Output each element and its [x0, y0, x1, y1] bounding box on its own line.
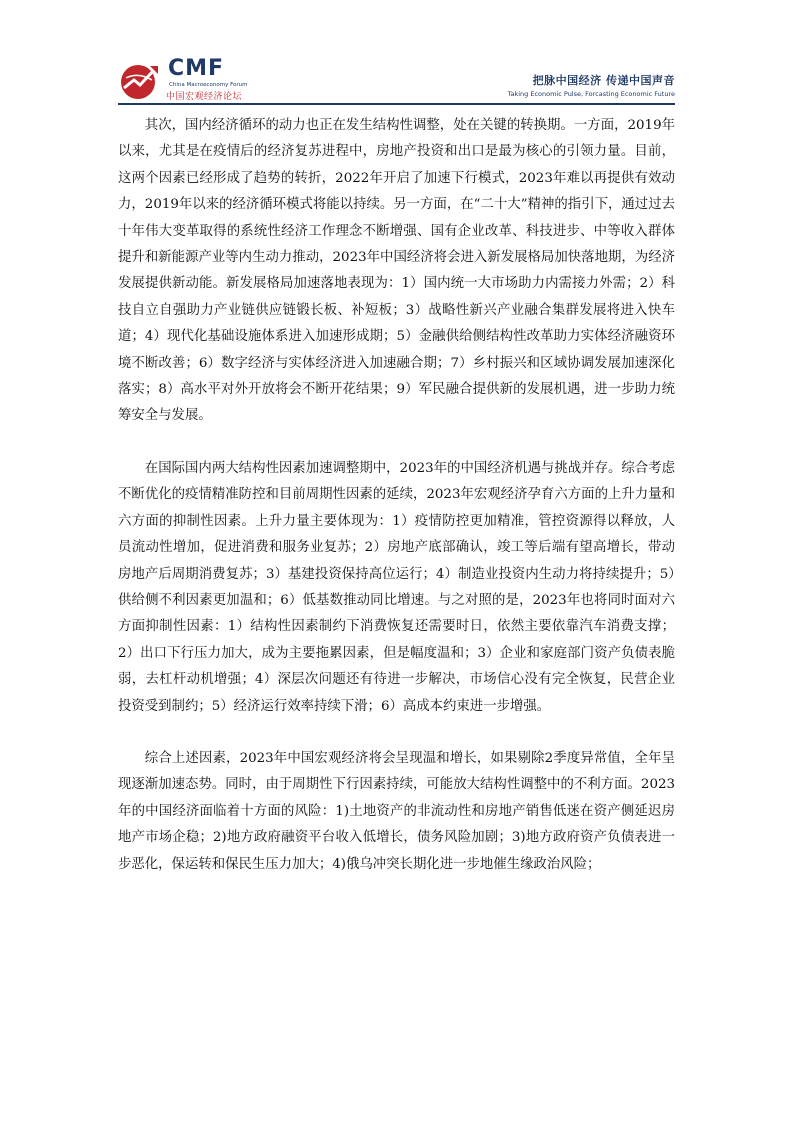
logo-text: CMF: [168, 56, 225, 81]
logo-globe-icon: [118, 58, 162, 102]
logo-subtitle-en: China Macroeconomy Forum: [169, 82, 248, 88]
cmf-logo: [118, 58, 258, 102]
header-divider: [118, 103, 675, 105]
page-header: [0, 0, 793, 112]
slogan-cn: 把脉中国经济 传递中国声音: [532, 74, 675, 87]
header-slogan: [508, 72, 675, 98]
slogan-en: Taking Economic Pulse, Forcasting Economic Future: [507, 90, 675, 98]
document-body: [118, 113, 675, 904]
paragraph: 在国际国内两大结构性因素加速调整期中，2023年的中国经济机遇与挑战并存。综合考虑不断优化的疫情精准防控和目前周期性因素的延续，2023年宏观经济孕育六方面的上升力量和六方面的抑制性因素。上升力量主要体现为：1）疫情防控更加精准，管控资源得以释放，人员流动性增加，促进消费和服务业复苏；2）房地产底部确认，竣工等后端有望高增长，带动房地产后周期消费复苏；3）基建投资保持高位运行；4）制造业投资内生动力将持续提升；5）供给侧不利因素更加温和；6）低基数推动同比增速。与之对照的是，2023年也将同时面对六方面抑制性因素：1）结构性因素制约下消费恢复还需要时日，依然主要依靠汽车消费支撑；2）出口下行压力加大，成为主要拖累因素，但是幅度温和；3）企业和家庭部门资产负债表脆弱，去杠杆动机增强；4）深层次问题还有待进一步解决，市场信心没有完全恢复，民营企业投资受到制约；5）经济运行效率持续下滑；6）高成本约束进一步增强。: [118, 460, 675, 714]
logo-subtitle-cn: 中国宏观经济论坛: [166, 92, 243, 102]
paragraph: 其次，国内经济循环的动力也正在发生结构性调整，处在关键的转换期。一方面，2019年以来，尤其是在疫情后的经济复苏进程中，房地产投资和出口是最为核心的引领力量。目前，这两个因素已经形成了趋势的转折，2022年开启了加速下行模式，2023年难以再提供有效动力，2019年以来的经济循环模式将能以持续。另一方面，在“二十大”精神的指引下，通过过去十年伟大变革取得的系统性经济工作理念不断增强、国有企业改革、科技进步、中等收入群体提升和新能源产业等内生动力推动，2023年中国经济将会进入新发展格局加快落地期，为经济发展提供新动能。新发展格局加速落地表现为：1）国内统一大市场助力内需接力外需；2）科技自立自强助力产业链供应链锻长板、补短板；3）战略性新兴产业融合集群发展将进入快车道；4）现代化基础设施体系进入加速形成期；5）金融供给侧结构性改革助力实体经济融资环境不断改善；6）数字经济与实体经济进入加速融合期；7）乡村振兴和区域协调发展加速深化落实；8）高水平对外开放将会不断开花结果；9）军民融合提供新的发展机遇，进一步助力统筹安全与发展。: [118, 118, 675, 424]
paragraph: 综合上述因素，2023年中国宏观经济将会呈现温和增长，如果剔除2季度异常值，全年呈现逐渐加速态势。同时，由于周期性下行因素持续，可能放大结构性调整中的不利方面。2023年的中国经济面临着十方面的风险：1)土地资产的非流动性和房地产销售低迷在资产侧延迟房地产市场企稳；2)地方政府融资平台收入低增长，债务风险加剧；3)地方政府资产负债表进一步恶化，保运转和保民生压力加大；4)俄乌冲突长期化进一步地催生缘政治风险；: [118, 750, 675, 872]
